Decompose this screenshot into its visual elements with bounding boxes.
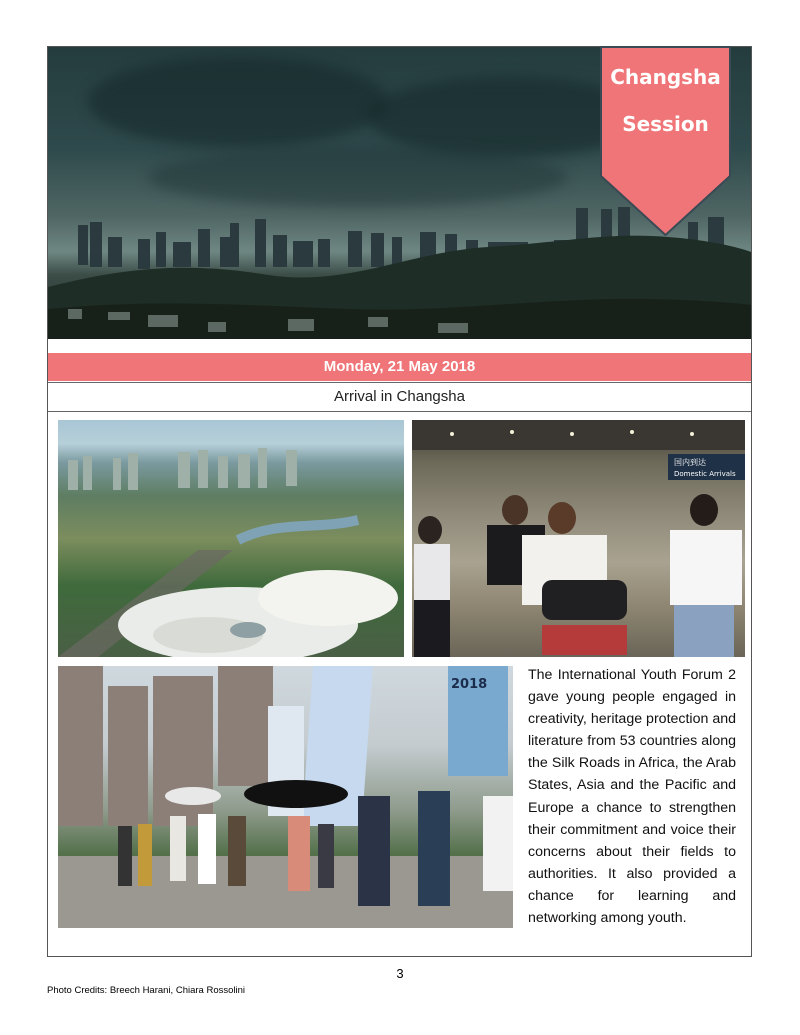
- badge-line-2: Session: [622, 112, 709, 136]
- airport-arrival-photo: [412, 420, 745, 657]
- session-badge: [600, 46, 731, 236]
- section-subtitle: Arrival in Changsha: [48, 382, 751, 412]
- date-heading: Monday, 21 May 2018: [48, 353, 751, 381]
- airport-sign-text: 国内到达: [674, 458, 706, 467]
- banner-year: 2018: [451, 677, 488, 692]
- aerial-city-photo: [58, 420, 404, 657]
- page-number: 3: [396, 966, 404, 981]
- badge-line-1: Changsha: [610, 65, 721, 89]
- hero-gap: [48, 339, 751, 353]
- svg-text:Domestic Arrivals: Domestic Arrivals: [674, 470, 736, 478]
- walking-group-photo: [58, 666, 513, 928]
- photo-credits: Photo Credits: Breech Harani, Chiara Rossolini: [47, 985, 246, 996]
- body-paragraph: The International Youth Forum 2 gave young people engaged in creativity, heritage protection and literature from 53 countries along the Silk Roads in Africa, the Arab States, Asia and the Pacific and Europe a chance to strengthen their commitment and voice their concerns about their fields to authorities. It also provided a chance for learning and networking among youth.: [528, 667, 736, 927]
